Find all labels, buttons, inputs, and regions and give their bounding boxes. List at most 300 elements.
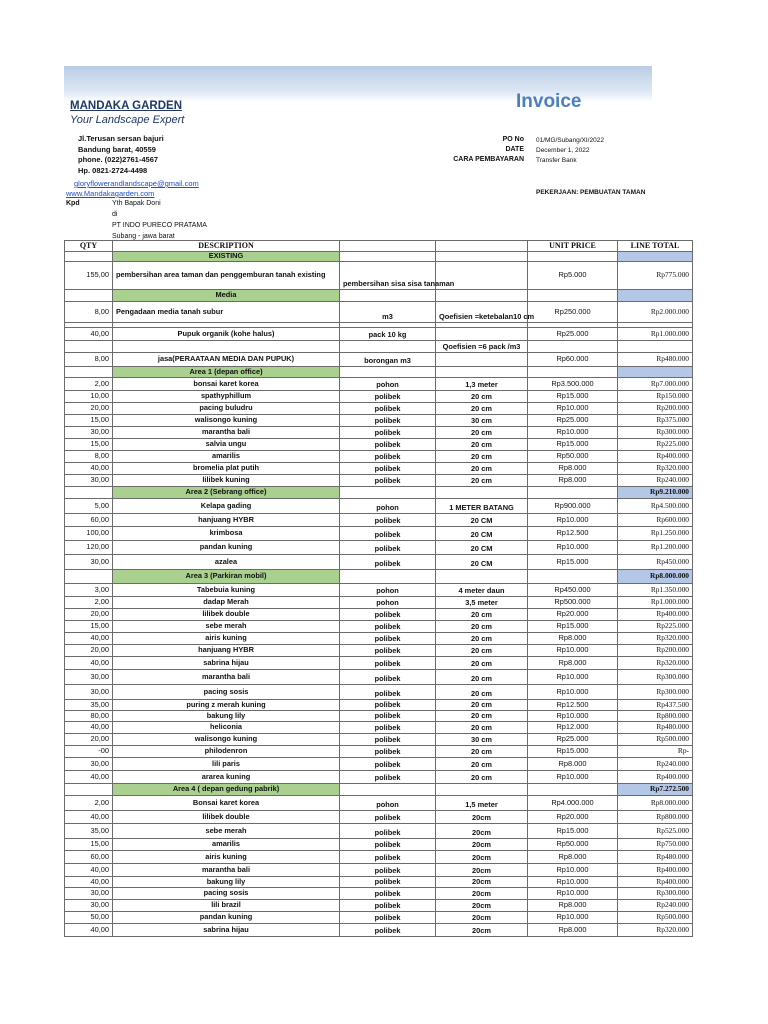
cell-unit-price: Rp10.000 xyxy=(528,864,618,877)
section-unit-price xyxy=(528,570,618,584)
cell-unit: polibek xyxy=(340,700,436,711)
job-label: PEKERJAAN: PEMBUATAN TAMAN xyxy=(536,189,646,196)
cell-unit-price: Rp8.000 xyxy=(528,924,618,937)
cell-unit: pohon xyxy=(340,796,436,811)
header-unit-price: UNIT PRICE xyxy=(528,241,618,252)
cell-qty: 20,00 xyxy=(65,609,113,621)
section-unit xyxy=(340,290,436,302)
cell-description: sabrina hijau xyxy=(113,657,340,670)
section-row xyxy=(65,570,693,584)
cell-unit-price: Rp15.000 xyxy=(528,391,618,403)
payment-label: CARA PEMBAYARAN xyxy=(453,156,524,163)
cell-qty: 20,00 xyxy=(65,734,113,746)
table-row xyxy=(65,427,693,439)
email-link[interactable]: gloryflowerandlandscape@gmail.com xyxy=(74,179,199,188)
cell-description: pacing sosis xyxy=(113,685,340,700)
cell-unit-price: Rp8.000 xyxy=(528,657,618,670)
cell-line-total: Rp800.000 xyxy=(618,811,693,824)
cell-description: sabrina hijau xyxy=(113,924,340,937)
cell-spec: 20cm xyxy=(436,824,528,839)
table-row xyxy=(65,391,693,403)
cell-line-total: Rp300.000 xyxy=(618,888,693,900)
cell-qty: 60,00 xyxy=(65,514,113,527)
cell-spec: 20 cm xyxy=(436,621,528,633)
cell-unit-price: Rp10.000 xyxy=(528,888,618,900)
cell-description: azalea xyxy=(113,555,340,570)
cell-unit-price: Rp10.000 xyxy=(528,711,618,722)
table-row xyxy=(65,262,693,290)
cell-unit: polibek xyxy=(340,877,436,888)
cell-line-total: Rp240.000 xyxy=(618,475,693,487)
cell-line-total: Rp2.000.000 xyxy=(618,302,693,323)
cell-spec: 20 cm xyxy=(436,391,528,403)
po-value: 01/MG/Subang/XI/2022 xyxy=(536,137,604,144)
section-spec xyxy=(436,487,528,499)
section-qty xyxy=(65,784,113,796)
cell-description: pembersihan area taman dan penggemburan tanah existing xyxy=(113,262,340,290)
cell-description: lilibek kuning xyxy=(113,475,340,487)
cell-unit: polibek xyxy=(340,900,436,912)
table-row xyxy=(65,439,693,451)
cell-unit: polibek xyxy=(340,403,436,415)
cell-spec: 30 cm xyxy=(436,734,528,746)
cell-spec: 3,5 meter xyxy=(436,597,528,609)
cell-qty: 15,00 xyxy=(65,621,113,633)
cell-spec: 20 cm xyxy=(436,700,528,711)
cell-line-total: Rp1.000.000 xyxy=(618,597,693,609)
cell-unit: pohon xyxy=(340,378,436,391)
section-line-total: Rp7.272.500 xyxy=(618,784,693,796)
invoice-title: Invoice xyxy=(516,91,582,112)
section-row xyxy=(65,252,693,262)
cell-unit: polibek xyxy=(340,391,436,403)
cell-unit: polibek xyxy=(340,771,436,784)
section-description: EXISTING xyxy=(113,252,340,262)
cell-spec: 1,5 meter xyxy=(436,796,528,811)
cell-line-total: Rp8.000.000 xyxy=(618,796,693,811)
cell-description: airis kuning xyxy=(113,633,340,645)
header-qty: QTY xyxy=(65,241,113,252)
cell-unit: pembersihan sisa sisa tanaman xyxy=(340,262,436,290)
cell-unit: pohon xyxy=(340,597,436,609)
cell-spec: 20cm xyxy=(436,839,528,851)
cell-spec: 20 cm xyxy=(436,722,528,734)
table-row xyxy=(65,851,693,864)
cell-spec: Qoefisien =ketebalan10 cm xyxy=(436,302,528,323)
cell-line-total: Rp800.000 xyxy=(618,711,693,722)
address-line: Hp. 0821-2724-4498 xyxy=(78,165,148,175)
cell-unit-price: Rp500.000 xyxy=(528,597,618,609)
cell-spec: 20 cm xyxy=(436,685,528,700)
table-row xyxy=(65,912,693,924)
cell-unit: polibek xyxy=(340,657,436,670)
cell-unit: polibek xyxy=(340,839,436,851)
cell-description: jasa(PERAATAAN MEDIA DAN PUPUK) xyxy=(113,353,340,367)
cell-unit-price: Rp10.000 xyxy=(528,403,618,415)
cell-spec: 20cm xyxy=(436,877,528,888)
cell-spec: 20cm xyxy=(436,851,528,864)
cell-unit-price: Rp12.000 xyxy=(528,722,618,734)
cell-qty: 30,00 xyxy=(65,758,113,771)
cell-spec: 20cm xyxy=(436,912,528,924)
cell-qty: 30,00 xyxy=(65,555,113,570)
cell-qty: 2,00 xyxy=(65,378,113,391)
cell-description: dadap Merah xyxy=(113,597,340,609)
cell-qty xyxy=(65,341,113,353)
cell-unit-price: Rp15.000 xyxy=(528,824,618,839)
cell-line-total: Rp- xyxy=(618,746,693,758)
table-row xyxy=(65,475,693,487)
cell-description: Pengadaan media tanah subur xyxy=(113,302,340,323)
cell-line-total: Rp400.000 xyxy=(618,771,693,784)
company-address xyxy=(78,134,164,176)
table-row xyxy=(65,746,693,758)
section-spec xyxy=(436,252,528,262)
section-unit-price xyxy=(528,784,618,796)
cell-line-total: Rp1.350.000 xyxy=(618,584,693,597)
cell-unit-price: Rp900.000 xyxy=(528,499,618,514)
cell-unit-price: Rp25.000 xyxy=(528,734,618,746)
cell-unit: polibek xyxy=(340,722,436,734)
cell-line-total: Rp300.000 xyxy=(618,427,693,439)
cell-line-total: Rp1.000.000 xyxy=(618,328,693,341)
cell-qty: 35,00 xyxy=(65,824,113,839)
cell-spec: 20 cm xyxy=(436,657,528,670)
cell-qty: 20,00 xyxy=(65,645,113,657)
cell-unit: pohon xyxy=(340,584,436,597)
cell-spec: 30 cm xyxy=(436,415,528,427)
cell-spec: 20 cm xyxy=(436,746,528,758)
cell-description: lili paris xyxy=(113,758,340,771)
cell-description: marantha bali xyxy=(113,670,340,685)
table-row xyxy=(65,722,693,734)
cell-unit: polibek xyxy=(340,527,436,541)
cell-line-total: Rp400.000 xyxy=(618,864,693,877)
cell-qty: 40,00 xyxy=(65,864,113,877)
cell-description: bromelia plat putih xyxy=(113,463,340,475)
section-unit xyxy=(340,367,436,378)
cell-unit-price: Rp8.000 xyxy=(528,900,618,912)
cell-line-total: Rp300.000 xyxy=(618,670,693,685)
cell-description: amarilis xyxy=(113,451,340,463)
cell-unit: polibek xyxy=(340,475,436,487)
cell-spec: 20cm xyxy=(436,811,528,824)
cell-qty: 40,00 xyxy=(65,633,113,645)
cell-description: philodenron xyxy=(113,746,340,758)
table-row xyxy=(65,796,693,811)
table-row xyxy=(65,839,693,851)
table-row xyxy=(65,711,693,722)
section-row xyxy=(65,290,693,302)
cell-description: bakung lily xyxy=(113,711,340,722)
cell-line-total: Rp320.000 xyxy=(618,463,693,475)
section-unit xyxy=(340,570,436,584)
cell-line-total: Rp200.000 xyxy=(618,645,693,657)
table-row xyxy=(65,328,693,341)
cell-line-total: Rp240.000 xyxy=(618,758,693,771)
cell-qty: 40,00 xyxy=(65,924,113,937)
cell-unit-price: Rp15.000 xyxy=(528,439,618,451)
cell-unit: pack 10 kg xyxy=(340,328,436,341)
cell-line-total: Rp320.000 xyxy=(618,924,693,937)
cell-unit-price: Rp10.000 xyxy=(528,912,618,924)
cell-line-total: Rp480.000 xyxy=(618,722,693,734)
cell-qty: 20,00 xyxy=(65,403,113,415)
cell-unit-price xyxy=(528,341,618,353)
section-row xyxy=(65,784,693,796)
table-row xyxy=(65,341,693,353)
cell-unit-price: Rp25.000 xyxy=(528,328,618,341)
cell-unit: polibek xyxy=(340,427,436,439)
payment-value: Transfer Bank xyxy=(536,157,577,164)
table-row xyxy=(65,864,693,877)
cell-description: sebe merah xyxy=(113,824,340,839)
section-row xyxy=(65,367,693,378)
table-row xyxy=(65,451,693,463)
cell-unit-price: Rp250.000 xyxy=(528,302,618,323)
cell-line-total: Rp4.500.000 xyxy=(618,499,693,514)
cell-qty: 30,00 xyxy=(65,475,113,487)
po-label: PO No xyxy=(502,136,524,143)
table-row xyxy=(65,609,693,621)
cell-qty: 40,00 xyxy=(65,463,113,475)
cell-description: marantha bali xyxy=(113,864,340,877)
table-row xyxy=(65,824,693,839)
cell-qty: 30,00 xyxy=(65,427,113,439)
cell-unit: polibek xyxy=(340,851,436,864)
cell-spec: 4 meter daun xyxy=(436,584,528,597)
table-row xyxy=(65,734,693,746)
cell-unit-price: Rp10.000 xyxy=(528,670,618,685)
section-line-total xyxy=(618,290,693,302)
table-row xyxy=(65,514,693,527)
cell-spec: 20 cm xyxy=(436,771,528,784)
cell-description: bakung lily xyxy=(113,877,340,888)
table-header-row xyxy=(65,241,693,252)
section-qty xyxy=(65,290,113,302)
cell-spec: 20 cm xyxy=(436,645,528,657)
cell-unit: polibek xyxy=(340,670,436,685)
section-line-total: Rp8.000.000 xyxy=(618,570,693,584)
table-row xyxy=(65,924,693,937)
cell-description: krimbosa xyxy=(113,527,340,541)
cell-unit-price: Rp12.500 xyxy=(528,700,618,711)
recipient-line: Subang - jawa barat xyxy=(112,233,175,240)
table-row xyxy=(65,584,693,597)
table-row xyxy=(65,378,693,391)
table-row xyxy=(65,877,693,888)
table-row xyxy=(65,353,693,367)
header-spec xyxy=(436,241,528,252)
table-row xyxy=(65,541,693,555)
cell-description: lilibek double xyxy=(113,811,340,824)
cell-description: walisongo kuning xyxy=(113,415,340,427)
cell-description: marantha bali xyxy=(113,427,340,439)
section-unit-price xyxy=(528,252,618,262)
cell-qty: 30,00 xyxy=(65,888,113,900)
cell-description: walisongo kuning xyxy=(113,734,340,746)
cell-line-total: Rp525.000 xyxy=(618,824,693,839)
cell-qty: 30,00 xyxy=(65,670,113,685)
section-qty xyxy=(65,487,113,499)
cell-unit-price: Rp10.000 xyxy=(528,771,618,784)
cell-spec: 1,3 meter xyxy=(436,378,528,391)
cell-qty: 50,00 xyxy=(65,912,113,924)
cell-qty: 30,00 xyxy=(65,685,113,700)
section-qty xyxy=(65,252,113,262)
recipient-line: PT INDO PURECO PRATAMA xyxy=(112,222,207,229)
cell-qty: 40,00 xyxy=(65,771,113,784)
section-line-total xyxy=(618,252,693,262)
date-label: DATE xyxy=(505,146,524,153)
cell-qty: 120,00 xyxy=(65,541,113,555)
cell-qty: 60,00 xyxy=(65,851,113,864)
cell-spec: 20 cm xyxy=(436,758,528,771)
cell-qty: 2,00 xyxy=(65,597,113,609)
recipient-line: Yth Bapak Doni xyxy=(112,200,161,207)
cell-line-total: Rp450.000 xyxy=(618,555,693,570)
cell-unit: polibek xyxy=(340,685,436,700)
table-row xyxy=(65,811,693,824)
company-tagline: Your Landscape Expert xyxy=(70,114,185,126)
cell-line-total: Rp1.250.000 xyxy=(618,527,693,541)
table-row xyxy=(65,771,693,784)
cell-spec: 20cm xyxy=(436,900,528,912)
cell-qty: 15,00 xyxy=(65,839,113,851)
cell-description: pandan kuning xyxy=(113,541,340,555)
cell-unit: polibek xyxy=(340,633,436,645)
cell-spec: 20 CM xyxy=(436,541,528,555)
cell-unit: polibek xyxy=(340,746,436,758)
table-row xyxy=(65,700,693,711)
cell-unit: polibek xyxy=(340,912,436,924)
section-line-total xyxy=(618,367,693,378)
cell-spec: 20 cm xyxy=(436,670,528,685)
cell-spec: 20 cm xyxy=(436,403,528,415)
cell-unit: polibek xyxy=(340,888,436,900)
cell-line-total: Rp375.000 xyxy=(618,415,693,427)
cell-line-total: Rp1.200.000 xyxy=(618,541,693,555)
table-row xyxy=(65,645,693,657)
cell-spec: 1 METER BATANG xyxy=(436,499,528,514)
cell-unit-price: Rp20.000 xyxy=(528,609,618,621)
cell-description: bonsai karet korea xyxy=(113,378,340,391)
section-line-total: Rp9.210.000 xyxy=(618,487,693,499)
cell-unit: borongan m3 xyxy=(340,353,436,367)
date-value: December 1, 2022 xyxy=(536,147,590,154)
section-unit xyxy=(340,487,436,499)
cell-unit: polibek xyxy=(340,734,436,746)
cell-description: Pupuk organik (kohe halus) xyxy=(113,328,340,341)
header-line-total: LINE TOTAL xyxy=(618,241,693,252)
cell-unit: polibek xyxy=(340,609,436,621)
cell-qty: 30,00 xyxy=(65,900,113,912)
cell-unit-price: Rp8.000 xyxy=(528,758,618,771)
cell-unit-price: Rp8.000 xyxy=(528,463,618,475)
table-row xyxy=(65,463,693,475)
cell-spec: 20 CM xyxy=(436,514,528,527)
cell-description xyxy=(113,341,340,353)
section-description: Area 2 (Sebrang office) xyxy=(113,487,340,499)
cell-unit-price: Rp20.000 xyxy=(528,811,618,824)
cell-line-total: Rp225.000 xyxy=(618,621,693,633)
cell-unit: polibek xyxy=(340,415,436,427)
cell-spec: 20 CM xyxy=(436,555,528,570)
cell-unit: polibek xyxy=(340,758,436,771)
cell-qty: 15,00 xyxy=(65,415,113,427)
website-link[interactable]: www.Mandakagarden.com xyxy=(66,189,155,198)
cell-description: Bonsai karet korea xyxy=(113,796,340,811)
section-description: Media xyxy=(113,290,340,302)
cell-unit: polibek xyxy=(340,463,436,475)
cell-line-total: Rp200.000 xyxy=(618,403,693,415)
table-row xyxy=(65,527,693,541)
cell-line-total: Rp480.000 xyxy=(618,851,693,864)
cell-unit-price: Rp8.000 xyxy=(528,851,618,864)
section-description: Area 4 ( depan gedung pabrik) xyxy=(113,784,340,796)
cell-unit-price: Rp15.000 xyxy=(528,746,618,758)
cell-unit xyxy=(340,341,436,353)
cell-unit: polibek xyxy=(340,439,436,451)
address-line: Jl.Terusan sersan bajuri xyxy=(78,134,164,143)
address-line: Bandung barat, 40559 xyxy=(78,144,156,154)
header-unit xyxy=(340,241,436,252)
cell-spec: 20 cm xyxy=(436,609,528,621)
table-row xyxy=(65,900,693,912)
address-line: phone. (022)2761-4567 xyxy=(78,155,159,164)
cell-qty: 2,00 xyxy=(65,796,113,811)
table-row xyxy=(65,597,693,609)
cell-qty: 40,00 xyxy=(65,811,113,824)
cell-qty: -00 xyxy=(65,746,113,758)
cell-unit: polibek xyxy=(340,555,436,570)
cell-unit-price: Rp10.000 xyxy=(528,514,618,527)
cell-spec: 20 cm xyxy=(436,439,528,451)
cell-unit: polibek xyxy=(340,811,436,824)
cell-description: spathyphillum xyxy=(113,391,340,403)
cell-spec: 20cm xyxy=(436,924,528,937)
cell-description: airis kuning xyxy=(113,851,340,864)
cell-unit-price: Rp15.000 xyxy=(528,555,618,570)
cell-description: Tabebuia kuning xyxy=(113,584,340,597)
cell-line-total: Rp240.000 xyxy=(618,900,693,912)
cell-line-total: Rp775.000 xyxy=(618,262,693,290)
table-row xyxy=(65,415,693,427)
cell-unit-price: Rp10.000 xyxy=(528,685,618,700)
cell-description: lili brazil xyxy=(113,900,340,912)
cell-unit: polibek xyxy=(340,621,436,633)
cell-spec: Qoefisien =6 pack /m3 xyxy=(436,341,528,353)
cell-qty: 40,00 xyxy=(65,328,113,341)
cell-unit: polibek xyxy=(340,451,436,463)
cell-unit-price: Rp25.000 xyxy=(528,415,618,427)
cell-unit-price: Rp5.000 xyxy=(528,262,618,290)
cell-description: heliconia xyxy=(113,722,340,734)
cell-spec xyxy=(436,328,528,341)
cell-description: pandan kuning xyxy=(113,912,340,924)
table-row xyxy=(65,670,693,685)
cell-unit-price: Rp15.000 xyxy=(528,621,618,633)
cell-description: hanjuang HYBR xyxy=(113,645,340,657)
section-spec xyxy=(436,784,528,796)
cell-line-total: Rp480.000 xyxy=(618,353,693,367)
cell-description: lilibek double xyxy=(113,609,340,621)
cell-qty: 3,00 xyxy=(65,584,113,597)
cell-qty: 155,00 xyxy=(65,262,113,290)
cell-line-total: Rp437.500 xyxy=(618,700,693,711)
table-row xyxy=(65,403,693,415)
company-name: MANDAKA GARDEN xyxy=(70,100,183,112)
